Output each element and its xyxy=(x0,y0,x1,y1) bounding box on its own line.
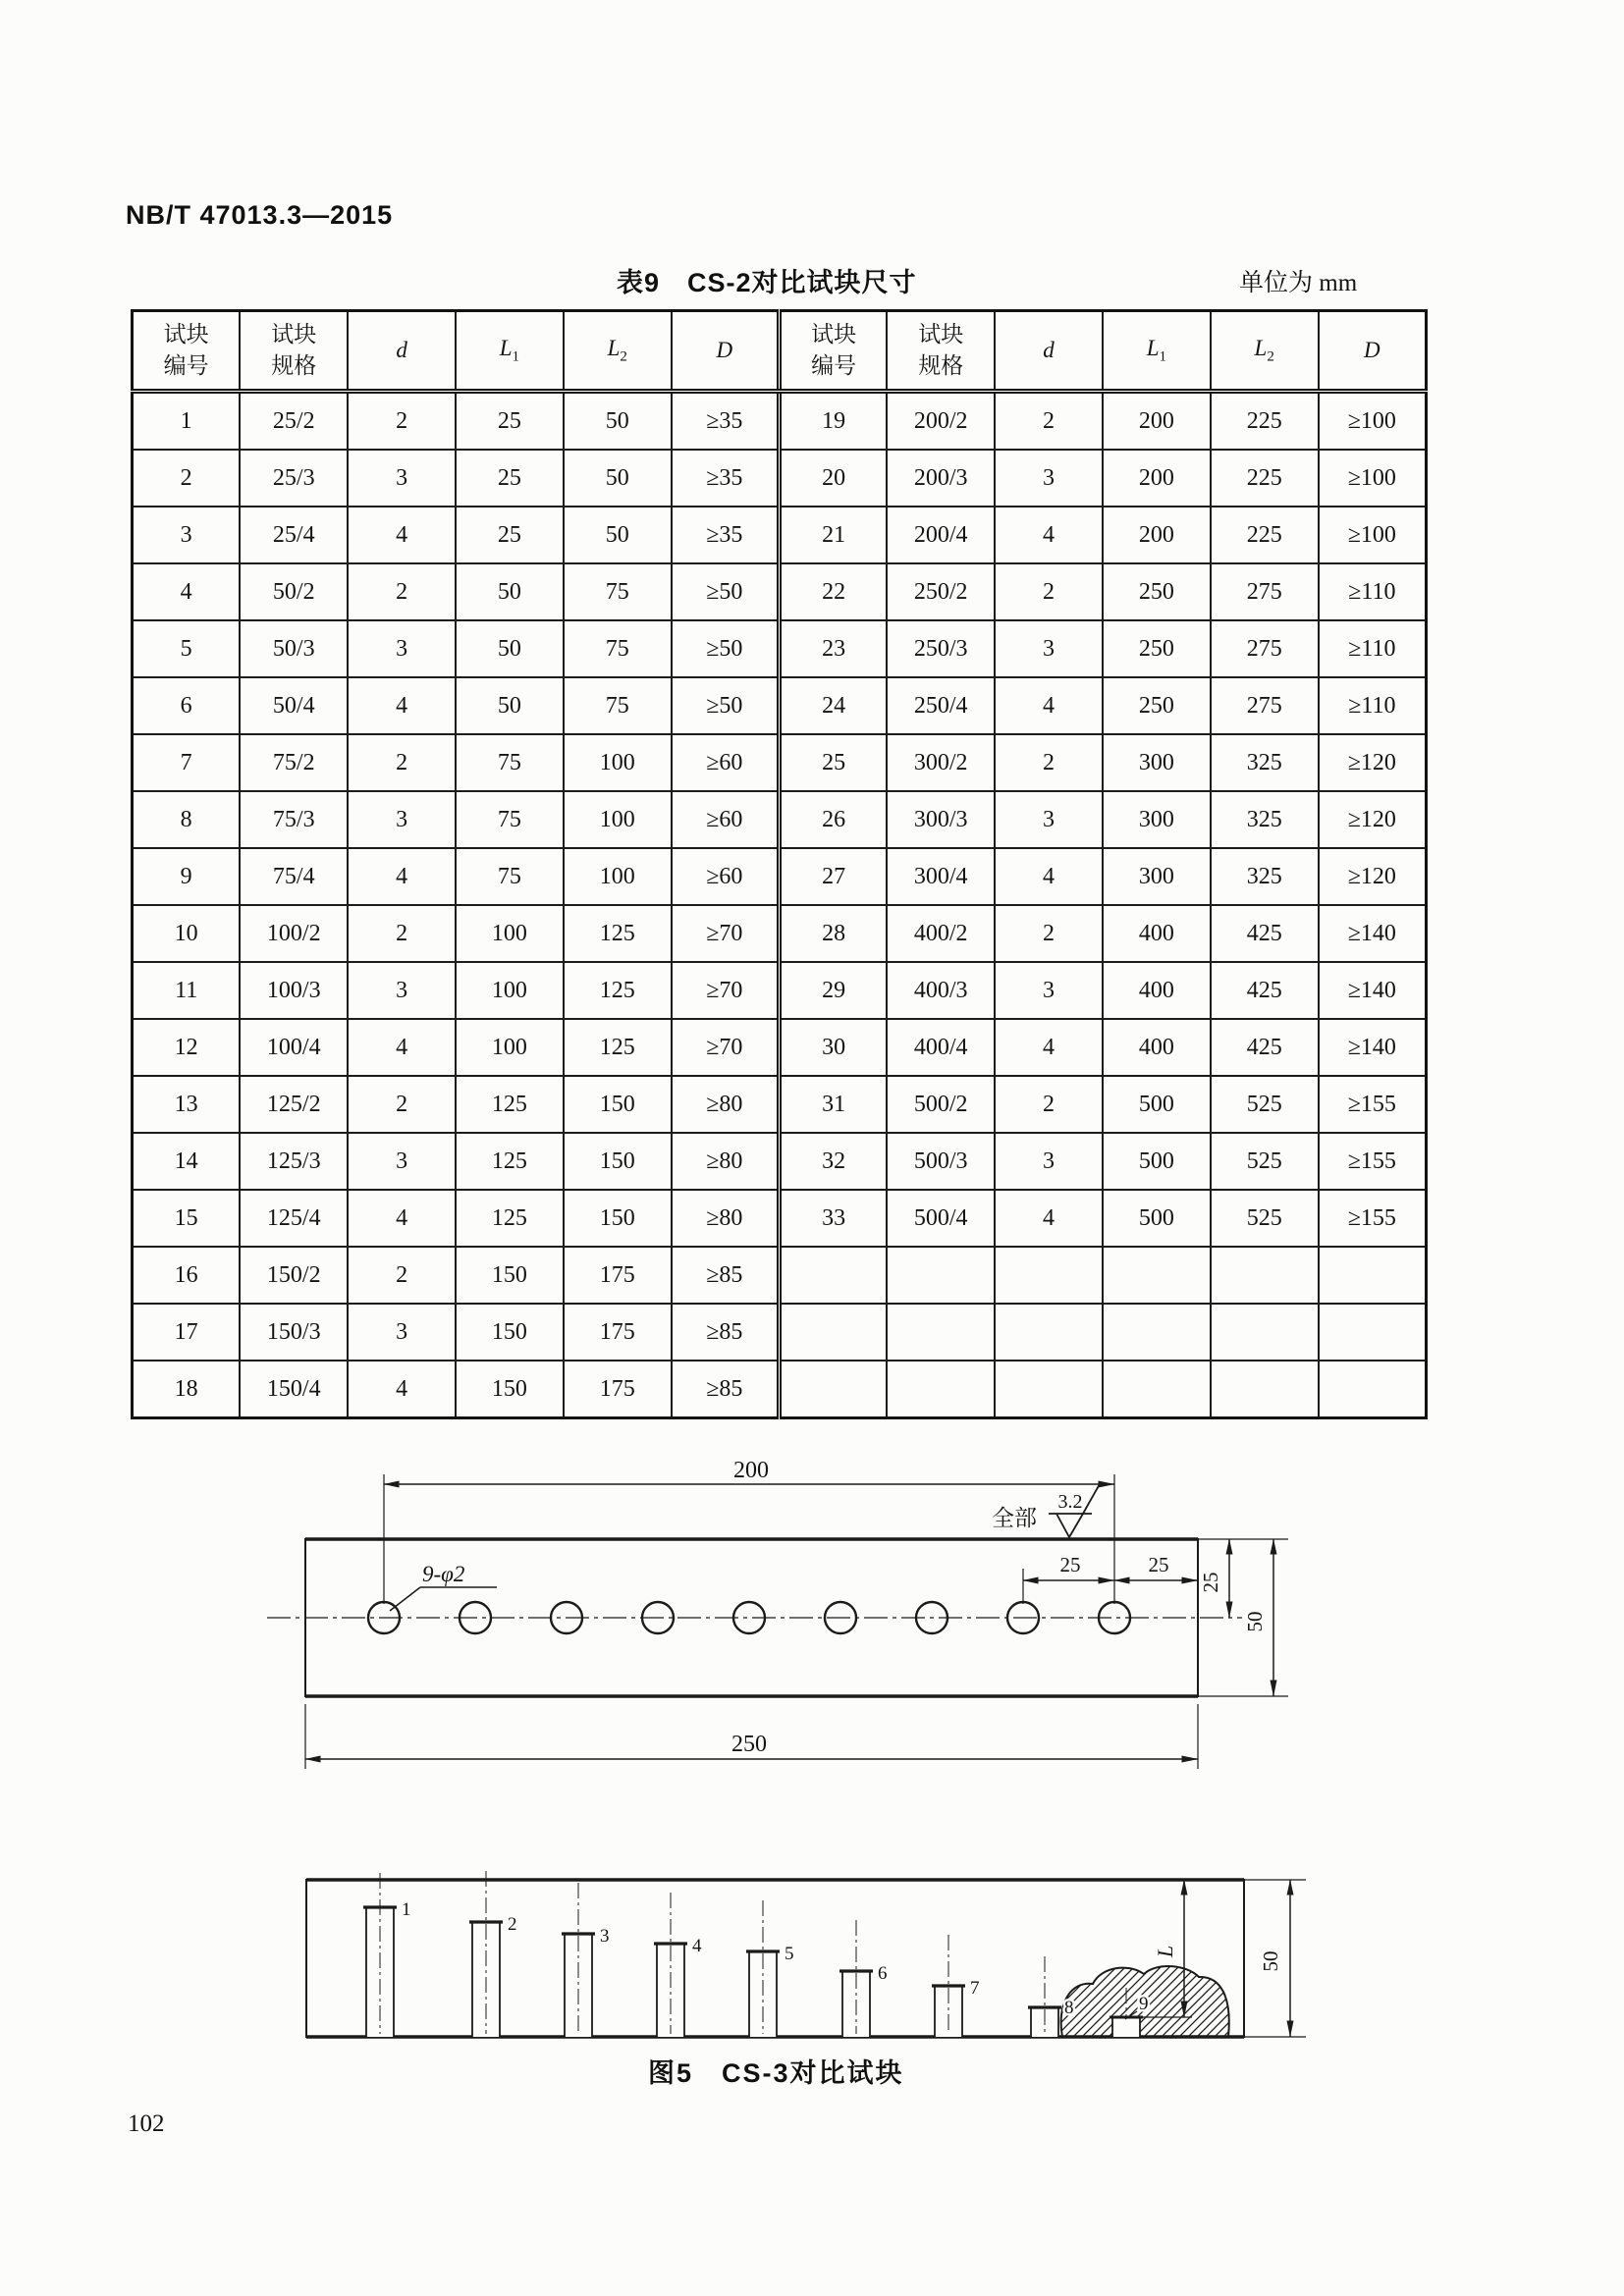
table-cell: 100/2 xyxy=(240,905,348,962)
table-cell: 2 xyxy=(348,563,456,620)
table-cell: 22 xyxy=(779,563,887,620)
table-cell: 150 xyxy=(456,1247,564,1304)
table-cell: 500/2 xyxy=(887,1076,995,1133)
table-cell: 50/2 xyxy=(240,563,348,620)
table-cell: 325 xyxy=(1211,848,1319,905)
table-row xyxy=(133,563,1427,620)
table-cell: 3 xyxy=(348,620,456,677)
table-cell: 100 xyxy=(456,1019,564,1076)
table-row xyxy=(133,1304,1427,1361)
table-cell: ≥50 xyxy=(672,620,780,677)
table-cell: 7 xyxy=(133,734,241,791)
table-cell: 525 xyxy=(1211,1190,1319,1247)
pitch-label-1: 25 xyxy=(1059,1553,1081,1576)
table-cell: ≥80 xyxy=(672,1190,780,1247)
table-cell: 2 xyxy=(133,450,241,507)
table-cell: 25/3 xyxy=(240,450,348,507)
column-header: 试块 编号 xyxy=(133,311,241,392)
table-cell: 125 xyxy=(456,1076,564,1133)
table-cell: 425 xyxy=(1211,962,1319,1019)
table-cell xyxy=(1211,1304,1319,1361)
table-cell: 3 xyxy=(348,791,456,848)
table-cell: ≥140 xyxy=(1319,905,1427,962)
table-cell: ≥140 xyxy=(1319,1019,1427,1076)
table-title: 表9 CS-2对比试块尺寸 xyxy=(617,268,917,297)
table-cell: ≥100 xyxy=(1319,450,1427,507)
slots xyxy=(363,1907,1061,2037)
table-cell: ≥35 xyxy=(672,392,780,451)
table-cell: 525 xyxy=(1211,1076,1319,1133)
table-cell: 150/3 xyxy=(240,1304,348,1361)
table-cell: ≥35 xyxy=(672,450,780,507)
table-cell xyxy=(887,1361,995,1418)
table-cell: 275 xyxy=(1211,563,1319,620)
slot-label-4: 4 xyxy=(692,1936,702,1956)
slot-label-9: 9 xyxy=(1139,1994,1149,2014)
table-cell xyxy=(1103,1304,1211,1361)
table-cell: ≥50 xyxy=(672,563,780,620)
table-cell xyxy=(1319,1304,1427,1361)
dim-200-label: 200 xyxy=(733,1458,769,1483)
table-cell: 150 xyxy=(564,1190,672,1247)
table-cell xyxy=(1103,1247,1211,1304)
table-cell: 4 xyxy=(995,677,1103,734)
table-cell xyxy=(1211,1247,1319,1304)
table-cell: 28 xyxy=(779,905,887,962)
table-cell xyxy=(779,1247,887,1304)
table-row xyxy=(133,1190,1427,1247)
table-cell: 225 xyxy=(1211,507,1319,563)
table-cell: 100 xyxy=(564,848,672,905)
table-cell: 25 xyxy=(456,450,564,507)
table-cell: 4 xyxy=(348,1361,456,1418)
table-row xyxy=(133,1076,1427,1133)
table-cell: 25 xyxy=(456,507,564,563)
column-header: 试块 规格 xyxy=(887,311,995,392)
table-cell: 2 xyxy=(995,734,1103,791)
table-cell: 4 xyxy=(995,1019,1103,1076)
table-cell: 200/4 xyxy=(887,507,995,563)
table-cell: 4 xyxy=(348,1190,456,1247)
table-cell: ≥70 xyxy=(672,1019,780,1076)
table-cell: 3 xyxy=(995,1133,1103,1190)
table-cell: 325 xyxy=(1211,791,1319,848)
table-cell: 525 xyxy=(1211,1133,1319,1190)
table-cell: 33 xyxy=(779,1190,887,1247)
table-cell: ≥85 xyxy=(672,1361,780,1418)
table-cell: 11 xyxy=(133,962,241,1019)
table-cell: 3 xyxy=(348,1304,456,1361)
table-cell: 26 xyxy=(779,791,887,848)
table-cell: ≥80 xyxy=(672,1076,780,1133)
table-cell: 250 xyxy=(1103,563,1211,620)
table-cell: 100 xyxy=(564,791,672,848)
unit-note: 单位为 mm xyxy=(1239,270,1358,296)
table-cell: 50/4 xyxy=(240,677,348,734)
table-cell: 25/4 xyxy=(240,507,348,563)
table-cell: ≥110 xyxy=(1319,620,1427,677)
roughness-label: 3.2 xyxy=(1057,1491,1083,1513)
table-cell: ≥60 xyxy=(672,791,780,848)
table-cell: 300/2 xyxy=(887,734,995,791)
table-cell: 500 xyxy=(1103,1133,1211,1190)
table-cell: ≥140 xyxy=(1319,962,1427,1019)
table-row xyxy=(133,848,1427,905)
table-cell: 250 xyxy=(1103,620,1211,677)
table-cell: ≥85 xyxy=(672,1304,780,1361)
table-cell: 1 xyxy=(133,392,241,451)
table-row xyxy=(133,962,1427,1019)
table-cell: 3 xyxy=(348,962,456,1019)
slot-label-2: 2 xyxy=(508,1914,517,1935)
table-cell: 175 xyxy=(564,1304,672,1361)
table-cell: 2 xyxy=(348,905,456,962)
column-header: d xyxy=(995,311,1103,392)
column-header: $L_1$ xyxy=(1103,311,1211,392)
table-cell: 100/3 xyxy=(240,962,348,1019)
table-cell: 12 xyxy=(133,1019,241,1076)
table-cell: 500 xyxy=(1103,1190,1211,1247)
table-cell: 225 xyxy=(1211,392,1319,451)
table-cell: 3 xyxy=(995,791,1103,848)
table-cell: 400/3 xyxy=(887,962,995,1019)
plan-view-drawing xyxy=(167,1453,1394,1787)
table-cell: 50 xyxy=(564,507,672,563)
table-cell: 2 xyxy=(995,905,1103,962)
table-cell: 25/2 xyxy=(240,392,348,451)
table-cell: 500 xyxy=(1103,1076,1211,1133)
table-cell: 29 xyxy=(779,962,887,1019)
table-cell: ≥120 xyxy=(1319,848,1427,905)
hole-count-label: 9-φ2 xyxy=(422,1562,465,1586)
slot-label-3: 3 xyxy=(600,1926,610,1947)
table-cell: 50 xyxy=(456,620,564,677)
table-cell: 2 xyxy=(995,563,1103,620)
table-cell: 18 xyxy=(133,1361,241,1418)
table-cell: 125 xyxy=(564,905,672,962)
table-cell: ≥70 xyxy=(672,962,780,1019)
dim-pitch xyxy=(1023,1569,1198,1604)
table-cell: 125 xyxy=(456,1133,564,1190)
table-cell: 150 xyxy=(456,1304,564,1361)
slot-label-5: 5 xyxy=(785,1944,794,1964)
table-cell: 6 xyxy=(133,677,241,734)
table-cell: 150/2 xyxy=(240,1247,348,1304)
table-cell: ≥100 xyxy=(1319,507,1427,563)
table-cell: 400/2 xyxy=(887,905,995,962)
section-view-drawing xyxy=(167,1845,1394,2076)
table-row xyxy=(133,620,1427,677)
table-cell: 150 xyxy=(564,1133,672,1190)
table-row xyxy=(133,734,1427,791)
table-cell: 30 xyxy=(779,1019,887,1076)
table-cell: ≥100 xyxy=(1319,392,1427,451)
table-cell xyxy=(1211,1361,1319,1418)
hole-label-leader xyxy=(390,1587,497,1611)
table-cell: 4 xyxy=(995,1190,1103,1247)
table-cell: 200/2 xyxy=(887,392,995,451)
table-cell: 4 xyxy=(348,507,456,563)
table-cell: 9 xyxy=(133,848,241,905)
table-cell: 125/4 xyxy=(240,1190,348,1247)
table-cell: 16 xyxy=(133,1247,241,1304)
half-height-label: 25 xyxy=(1199,1572,1222,1593)
column-header: 试块 规格 xyxy=(240,311,348,392)
table-cell: 300 xyxy=(1103,848,1211,905)
table-cell: 100 xyxy=(456,962,564,1019)
table-cell: 100 xyxy=(564,734,672,791)
table-cell: 4 xyxy=(348,1019,456,1076)
page-number: 102 xyxy=(128,2110,165,2137)
surface-note-label: 全部 xyxy=(992,1506,1037,1530)
table-cell: 500/4 xyxy=(887,1190,995,1247)
table-cell: 4 xyxy=(133,563,241,620)
table-cell: 21 xyxy=(779,507,887,563)
table-cell: 50 xyxy=(564,450,672,507)
table-cell: 3 xyxy=(348,1133,456,1190)
table-cell: 2 xyxy=(995,392,1103,451)
table-cell: ≥60 xyxy=(672,848,780,905)
figure-caption: 图5 CS-3对比试块 xyxy=(648,2058,904,2088)
table-cell: 200 xyxy=(1103,392,1211,451)
table-cell: 8 xyxy=(133,791,241,848)
table-cell xyxy=(995,1361,1103,1418)
table-cell: 4 xyxy=(995,507,1103,563)
table-cell: 400 xyxy=(1103,1019,1211,1076)
table-cell: 4 xyxy=(348,848,456,905)
table-cell: 25 xyxy=(456,392,564,451)
table-cell: 225 xyxy=(1211,450,1319,507)
table-cell: 10 xyxy=(133,905,241,962)
height-label: 50 xyxy=(1243,1611,1267,1632)
table-cell: 125 xyxy=(564,1019,672,1076)
table-cell: 75 xyxy=(456,734,564,791)
table-cell: 400/4 xyxy=(887,1019,995,1076)
section-height-label: 50 xyxy=(1259,1950,1282,1972)
table-row xyxy=(133,507,1427,563)
table-cell: ≥110 xyxy=(1319,677,1427,734)
table-cell: ≥110 xyxy=(1319,563,1427,620)
table-cell: 14 xyxy=(133,1133,241,1190)
table-cell: 2 xyxy=(348,1247,456,1304)
slot-label-7: 7 xyxy=(970,1978,980,1999)
table-row xyxy=(133,1247,1427,1304)
table-cell: 31 xyxy=(779,1076,887,1133)
table-cell: 75/3 xyxy=(240,791,348,848)
table-cell: ≥155 xyxy=(1319,1076,1427,1133)
dim-250-label: 250 xyxy=(731,1732,767,1757)
table-cell: 175 xyxy=(564,1361,672,1418)
table-cell: 250/4 xyxy=(887,677,995,734)
header-row xyxy=(133,311,1427,392)
table-cell xyxy=(779,1361,887,1418)
table-cell: 300 xyxy=(1103,734,1211,791)
column-header: $L_2$ xyxy=(564,311,672,392)
table-cell: 75/2 xyxy=(240,734,348,791)
column-header: 试块 编号 xyxy=(779,311,887,392)
table-cell: ≥120 xyxy=(1319,734,1427,791)
table-cell: 175 xyxy=(564,1247,672,1304)
table-cell: 24 xyxy=(779,677,887,734)
table-cell: ≥85 xyxy=(672,1247,780,1304)
table-cell xyxy=(1319,1361,1427,1418)
table-cell: 4 xyxy=(348,677,456,734)
table-cell: 300 xyxy=(1103,791,1211,848)
table-cell: 400 xyxy=(1103,962,1211,1019)
table-cell: 25 xyxy=(779,734,887,791)
table-cell: 200 xyxy=(1103,507,1211,563)
table-cell xyxy=(779,1304,887,1361)
table-cell xyxy=(887,1304,995,1361)
table-cell: 2 xyxy=(348,734,456,791)
table-cell: 2 xyxy=(995,1076,1103,1133)
slot-label-8: 8 xyxy=(1064,1998,1074,2018)
table-cell xyxy=(995,1247,1103,1304)
table-cell: 125 xyxy=(456,1190,564,1247)
table-cell: 75 xyxy=(564,677,672,734)
table-cell: 23 xyxy=(779,620,887,677)
table-cell: 3 xyxy=(348,450,456,507)
depth-label: L xyxy=(1153,1945,1177,1958)
table-cell: 300/4 xyxy=(887,848,995,905)
table-cell: 15 xyxy=(133,1190,241,1247)
table-cell: 200/3 xyxy=(887,450,995,507)
table-cell: 75/4 xyxy=(240,848,348,905)
table-cell: ≥155 xyxy=(1319,1133,1427,1190)
table-cell: ≥60 xyxy=(672,734,780,791)
table-cell: ≥70 xyxy=(672,905,780,962)
table-cell: 20 xyxy=(779,450,887,507)
table-cell: 425 xyxy=(1211,1019,1319,1076)
table-cell: 3 xyxy=(995,620,1103,677)
table-cell: 425 xyxy=(1211,905,1319,962)
table-cell: ≥50 xyxy=(672,677,780,734)
doc-number: NB/T 47013.3—2015 xyxy=(126,200,394,230)
table-row xyxy=(133,1133,1427,1190)
pitch-label-2: 25 xyxy=(1148,1553,1169,1576)
table-cell: 150 xyxy=(456,1361,564,1418)
table-cell: 125/3 xyxy=(240,1133,348,1190)
table-cell: 250 xyxy=(1103,677,1211,734)
table-cell: 300/3 xyxy=(887,791,995,848)
slot-label-1: 1 xyxy=(402,1899,411,1920)
table-cell: 200 xyxy=(1103,450,1211,507)
table-cell: ≥155 xyxy=(1319,1190,1427,1247)
table-cell: 3 xyxy=(995,450,1103,507)
column-header: $L_2$ xyxy=(1211,311,1319,392)
column-header: $L_1$ xyxy=(456,311,564,392)
table-cell: 275 xyxy=(1211,677,1319,734)
table-row xyxy=(133,677,1427,734)
table-cell: 50 xyxy=(456,677,564,734)
table-cell: 125 xyxy=(564,962,672,1019)
table-cell: 250/2 xyxy=(887,563,995,620)
table-cell: 75 xyxy=(456,791,564,848)
table-cell: 75 xyxy=(564,620,672,677)
slot-9 xyxy=(1112,2017,1140,2037)
table-cell: 75 xyxy=(564,563,672,620)
table-cell xyxy=(1319,1247,1427,1304)
table-cell: 50 xyxy=(456,563,564,620)
table-row xyxy=(133,392,1427,451)
table-row xyxy=(133,450,1427,507)
table-cell: 50/3 xyxy=(240,620,348,677)
table-cell: 2 xyxy=(348,392,456,451)
table-cell: 75 xyxy=(456,848,564,905)
table-cell: 3 xyxy=(133,507,241,563)
spec-table-head xyxy=(133,311,1427,392)
table-cell: 100/4 xyxy=(240,1019,348,1076)
table-cell: 3 xyxy=(995,962,1103,1019)
column-header: D xyxy=(672,311,780,392)
table-cell: 500/3 xyxy=(887,1133,995,1190)
table-cell: 100 xyxy=(456,905,564,962)
table-row xyxy=(133,1361,1427,1418)
table-cell xyxy=(887,1247,995,1304)
table-cell: 32 xyxy=(779,1133,887,1190)
table-cell: 150/4 xyxy=(240,1361,348,1418)
table-cell xyxy=(995,1304,1103,1361)
table-cell: 275 xyxy=(1211,620,1319,677)
column-header: d xyxy=(348,311,456,392)
table-cell: 250/3 xyxy=(887,620,995,677)
table-cell: 50 xyxy=(564,392,672,451)
spec-table-body xyxy=(133,392,1427,1418)
slot-label-6: 6 xyxy=(878,1963,888,1984)
table-cell: 4 xyxy=(995,848,1103,905)
table-row xyxy=(133,905,1427,962)
column-header: D xyxy=(1319,311,1427,392)
table-row xyxy=(133,1019,1427,1076)
table-cell: 27 xyxy=(779,848,887,905)
table-cell: ≥120 xyxy=(1319,791,1427,848)
table-cell: 150 xyxy=(564,1076,672,1133)
spec-table xyxy=(131,309,1428,1419)
table-cell: 325 xyxy=(1211,734,1319,791)
table-cell: 2 xyxy=(348,1076,456,1133)
table-cell: ≥80 xyxy=(672,1133,780,1190)
table-cell xyxy=(1103,1361,1211,1418)
table-cell: 19 xyxy=(779,392,887,451)
table-row xyxy=(133,791,1427,848)
table-cell: 400 xyxy=(1103,905,1211,962)
table-cell: 125/2 xyxy=(240,1076,348,1133)
table-cell: ≥35 xyxy=(672,507,780,563)
table-cell: 13 xyxy=(133,1076,241,1133)
table-cell: 17 xyxy=(133,1304,241,1361)
table-cell: 5 xyxy=(133,620,241,677)
